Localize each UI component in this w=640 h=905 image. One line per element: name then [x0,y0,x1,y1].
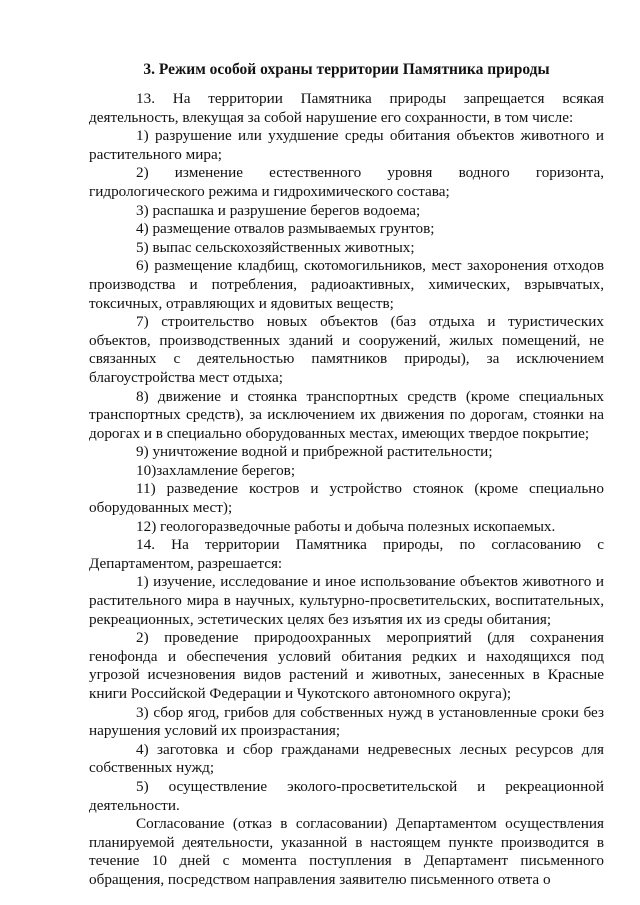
paragraph: 4) заготовка и сбор гражданами недревесных лесных ресурсов для собственных нужд; [89,740,604,777]
paragraph: 4) размещение отвалов размываемых грунтов; [136,220,435,238]
paragraph: 1) разрушение или ухудшение среды обитания объектов животного и растительного мира; [89,127,604,163]
document-body [89,90,604,890]
paragraph: 1) изучение, исследование и иное использование объектов животного и растительного мира в научных, культурно-просветительских, воспитательных, рекреационных, эстетических целях без изъятия их из среды обитания; [89,573,604,628]
document-page [89,59,604,890]
paragraph: 14. На территории Памятника природы, по согласованию с Департаментом, разрешается: [89,536,604,572]
paragraph: 10)захламление берегов; [136,461,296,479]
paragraph: 5) осуществление эколого-просветительской и рекреационной деятельности. [89,777,604,814]
paragraph: 2) изменение естественного уровня водного горизонта, гидрологического режима и гидрохимического состава; [89,164,604,200]
paragraph: 9) уничтожение водной и прибрежной растительности; [136,443,493,461]
paragraph: 2) проведение природоохранных мероприятий (для сохранения генофонда и обеспечения условий обитания редких и находящихся под угрозой исчезновения видов растений и животных, занесенных в Красные книги Российской Федерации и Чукотского автономного округа); [89,629,604,702]
paragraph: 6) размещение кладбищ, скотомогильников, мест захоронения отходов производства и потребления, радиоактивных, химических, взрывчатых, токсичных, отравляющих и ядовитых веществ; [89,257,604,312]
paragraph: 5) выпас сельскохозяйственных животных; [136,238,415,256]
paragraph: 8) движение и стоянка транспортных средств (кроме специальных транспортных средств), за исключением их движения по дорогам, стоянки на дорогах и в специально оборудованных местах, имеющих твердое покрытие; [89,387,604,442]
paragraph: 3) распашка и разрушение берегов водоема; [136,201,421,219]
paragraph: 11) разведение костров и устройство стоянок (кроме специально оборудованных мест); [89,480,604,517]
section-heading: 3. Режим особой охраны территории Памятника природы [143,61,550,78]
paragraph: 3) сбор ягод, грибов для собственных нужд в установленные сроки без нарушения условий их произрастания; [89,703,604,740]
paragraph: 12) геологоразведочные работы и добыча полезных ископаемых. [136,517,556,535]
paragraph: 7) строительство новых объектов (баз отдыха и туристических объектов, производственных зданий и сооружений, жилых помещений, не связанных с деятельностью памятников природы), за исключением благоустройства мест отдыха; [89,313,604,386]
paragraph: 13. На территории Памятника природы запрещается всякая деятельность, влекущая за собой нарушение его сохранности, в том числе: [89,90,604,126]
paragraph: Согласование (отказ в согласовании) Департаментом осуществления планируемой деятельности, указанной в настоящем пункте производится в течение 10 дней с момента поступления в Департамент письменного обращения, посредством направления заявителю письменного ответа о [89,815,604,888]
